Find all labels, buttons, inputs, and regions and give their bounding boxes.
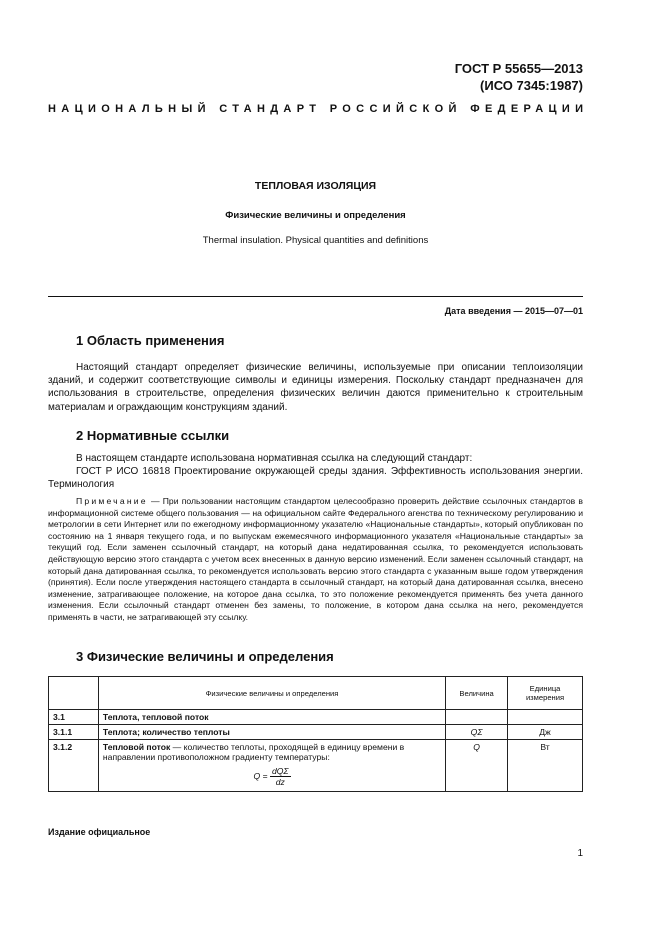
- official-edition-label: Издание официальное: [48, 827, 151, 837]
- gost-number: ГОСТ Р 55655—2013: [454, 61, 583, 76]
- row-number: 3.1: [49, 710, 99, 725]
- document-subtitle: Физические величины и определения: [225, 210, 406, 221]
- formula-fraction: [270, 766, 291, 787]
- table-row: [49, 710, 583, 725]
- iso-number: (ИСО 7345:1987): [480, 78, 583, 93]
- row-symbol: QΣ: [446, 725, 508, 740]
- introduction-date: Дата введения — 2015—07—01: [444, 306, 583, 316]
- section-3-heading: 3 Физические величины и определения: [76, 649, 334, 664]
- header-unit: Единица измерения: [508, 677, 583, 710]
- header-number: [49, 677, 99, 710]
- row-unit: Вт: [508, 740, 583, 792]
- row-definition-text: — количество теплоты, проходящей в единицу времени в направлении противоположном градиенту температуры:: [102, 742, 405, 762]
- row-unit: Дж: [508, 725, 583, 740]
- row-term: Теплота, тепловой поток: [98, 710, 445, 725]
- definitions-table: [48, 676, 583, 792]
- table-row: [49, 725, 583, 740]
- row-symbol: Q: [446, 740, 508, 792]
- row-unit: [508, 710, 583, 725]
- formula-lhs: Q =: [253, 770, 268, 781]
- row-term: Тепловой поток: [102, 742, 171, 752]
- formula-denominator: dz: [275, 777, 285, 787]
- header-quantity: Величина: [446, 677, 508, 710]
- row-number: 3.1.2: [49, 740, 99, 792]
- row-symbol: [446, 710, 508, 725]
- table-header-row: [49, 677, 583, 710]
- heat-flow-formula: [103, 762, 441, 789]
- national-standard-banner: НАЦИОНАЛЬНЫЙ СТАНДАРТ РОССИЙСКОЙ ФЕДЕРАЦИИ: [48, 103, 589, 115]
- section-2-heading: 2 Нормативные ссылки: [76, 428, 230, 443]
- title-divider: [48, 296, 583, 297]
- section-2-text: [48, 452, 583, 492]
- section-2-note: [48, 496, 583, 624]
- header-definitions: Физические величины и определения: [98, 677, 445, 710]
- row-number: 3.1.1: [49, 725, 99, 740]
- note-label: Примечание: [76, 496, 148, 506]
- english-title: Thermal insulation. Physical quantities and definitions: [202, 235, 429, 246]
- document-designation: [455, 60, 583, 94]
- table-row: [49, 740, 583, 792]
- document-title: ТЕПЛОВАЯ ИЗОЛЯЦИЯ: [254, 180, 377, 192]
- page-number: 1: [577, 848, 583, 859]
- note-text: — При пользовании настоящим стандартом целесообразно проверить действие ссылочных стандартов в информационной системе общего пользования — на официальном сайте Федерального агенства по техническому регулированию и метрологии в сети Интернет или по ежегодному информационному указателю «Национальные стандарты», который опубликован по состоянию на 1 января текущего года, и по выпускам ежемесячного информационного указателя «Национальные стандарты» за текущий год. Если заменен ссылочный стандарт, на который дана недатированная ссылка, то рекомендуется использовать действующую версию этого стандарта с учетом всех внесенных в данную версию изменений. Если заменен ссылочный стандарт, на который дана датированная ссылка, то рекомендуется использовать версию этого стандарта с указанным выше годом утверждения (принятия). Если после утверждения настоящего стандарта в ссылочный стандарт, на который дана датированная ссылка, внесено изменение, затрагивающее положение, на которое дана ссылка, то это положение рекомендуется применять без учета данного изменения. Если ссылочный стандарт отменен без замены, то положение, в котором дана ссылка на него, рекомендуется применять в части, не затрагивающей эту ссылку.: [48, 496, 583, 622]
- row-definition: [98, 740, 445, 792]
- formula-numerator: dQΣ: [271, 766, 289, 776]
- section-2-reference: ГОСТ Р ИСО 16818 Проектирование окружающей среды здания. Эффективность использования энергии. Терминология: [48, 466, 583, 491]
- section-1-text: [48, 361, 583, 414]
- row-term: Теплота; количество теплоты: [98, 725, 445, 740]
- section-1-heading: 1 Область применения: [76, 333, 225, 348]
- section-1-paragraph: Настоящий стандарт определяет физические величины, используемые при описании теплоизоляции зданий, и содержит соответствующие символы и единицы измерения. Поскольку стандарт предназначен для использования в строительстве, определения физических величин даются применительно к строительным материалам и ограждающим конструкциям зданий.: [48, 362, 583, 413]
- section-2-intro: В настоящем стандарте использована нормативная ссылка на следующий стандарт:: [76, 453, 473, 464]
